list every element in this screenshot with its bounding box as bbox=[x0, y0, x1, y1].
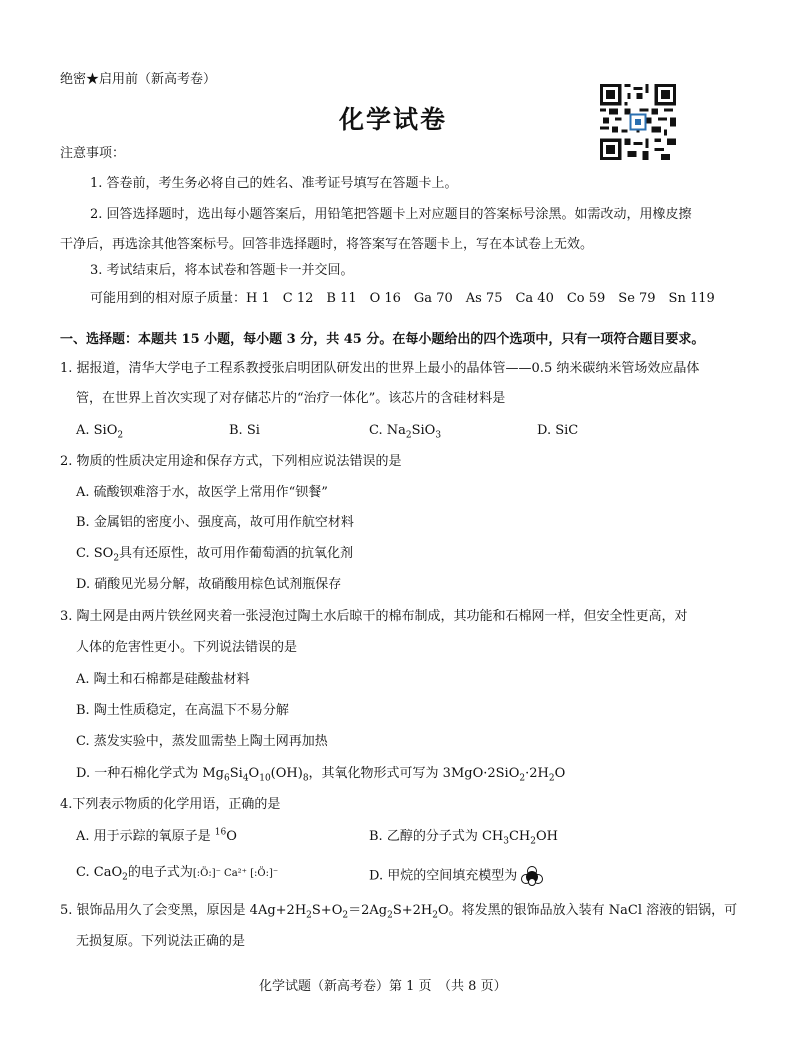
question-2-option-d: D. 硝酸见光易分解，故硝酸用棕色试剂瓶保存 bbox=[76, 577, 342, 592]
notice-item: 1. 答卷前，考生务必将自己的姓名、准考证号填写在答题卡上。 bbox=[90, 176, 458, 191]
question-1-option-d: D. SiC bbox=[537, 423, 579, 438]
question-4-stem: 4.下列表示物质的化学用语，正确的是 bbox=[60, 797, 281, 812]
question-3-option-b: B. 陶土性质稳定，在高温下不易分解 bbox=[76, 703, 289, 718]
question-1-option-c: C. $Na_2SiO_3$ bbox=[369, 423, 442, 441]
question-3-stem-cont: 人体的危害性更小。下列说法错误的是 bbox=[76, 640, 298, 655]
question-3-option-a: A. 陶土和石棉都是硅酸盐材料 bbox=[76, 672, 250, 687]
electron-formula: [:Ö:]⁻ Ca²⁺ [:Ö:]⁻ bbox=[192, 868, 279, 879]
confidential-label: 绝密★启用前（新高考卷） bbox=[60, 72, 217, 87]
page-title: 化学试卷 bbox=[339, 105, 448, 134]
question-1-option-a: A. SiO$_2$ bbox=[76, 423, 124, 441]
question-4-option-b: B. 乙醇的分子式为 $CH_3CH_2OH$ bbox=[369, 829, 558, 847]
notice-item: 干净后，再选涂其他答案标号。回答非选择题时，将答案写在答题卡上，写在本试卷上无效。 bbox=[60, 237, 594, 252]
notice-label: 注意事项： bbox=[60, 146, 126, 161]
question-4-option-c: C. CaO$_2$的电子式为[:Ö:]⁻ Ca²⁺ [:Ö:]⁻ bbox=[76, 865, 279, 883]
question-4-option-d: D. 甲烷的空间填充模型为 bbox=[369, 866, 543, 886]
question-2-stem: 2. 物质的性质决定用途和保存方式，下列相应说法错误的是 bbox=[60, 454, 402, 469]
question-5-stem-cont: 无损复原。下列说法正确的是 bbox=[76, 934, 246, 949]
question-5-stem: 5. 银饰品用久了会变黑，原因是 $4Ag+2H_2S+O_2=2Ag_2S+2H_2O$。将发黑的银饰品放入装有 NaCl 溶液的铝锅，可 bbox=[60, 903, 738, 921]
question-3-option-d: D. 一种石棉化学式为 $Mg_6Si_4O_{10}(OH)_8$，其氧化物形式可写为 $3MgO\cdot 2SiO_2\cdot 2H_2O$ bbox=[76, 766, 566, 784]
qr-code-icon bbox=[600, 84, 676, 160]
atomic-mass-line: 可能用到的相对原子质量：H 1 C 12 B 11 O 16 Ga 70 As 75 Ca 40 Co 59 Se 79 Sn 119 bbox=[90, 291, 715, 306]
question-1-stem: 1. 据报道，清华大学电子工程系教授张启明团队研发出的世界上最小的晶体管——0.5 纳米碳纳米管场效应晶体 bbox=[60, 361, 700, 376]
methane-space-filling-model-icon bbox=[521, 866, 543, 886]
notice-item: 2. 回答选择题时，选出每小题答案后，用铅笔把答题卡上对应题目的答案标号涂黑。如需改动，用橡皮擦 bbox=[90, 207, 692, 222]
question-3-stem: 3. 陶土网是由两片铁丝网夹着一张浸泡过陶土水后晾干的棉布制成，其功能和石棉网一样，但安全性更高，对 bbox=[60, 609, 688, 624]
question-2-option-c: C. $SO_2$具有还原性，故可用作葡萄酒的抗氧化剂 bbox=[76, 546, 354, 564]
question-1-stem-cont: 管，在世界上首次实现了对存储芯片的“治疗一体化”。该芯片的含硅材料是 bbox=[76, 391, 506, 406]
question-1-option-b: B. Si bbox=[229, 423, 260, 438]
section-heading: 一、选择题：本题共 15 小题，每小题 3 分，共 45 分。在每小题给出的四个选项中，只有一项符合题目要求。 bbox=[60, 332, 705, 347]
question-3-option-c: C. 蒸发实验中，蒸发皿需垫上陶土网再加热 bbox=[76, 734, 328, 749]
question-4-option-a: A. 用于示踪的氧原子是 $^{16}$O bbox=[76, 827, 237, 844]
question-2-option-a: A. 硫酸钡难溶于水，故医学上常用作“钡餐” bbox=[76, 485, 328, 500]
notice-item: 3. 考试结束后，将本试卷和答题卡一并交回。 bbox=[90, 263, 354, 278]
question-2-option-b: B. 金属铝的密度小、强度高，故可用作航空材料 bbox=[76, 515, 354, 530]
page-footer: 化学试题（新高考卷）第 1 页 （共 8 页） bbox=[259, 979, 507, 994]
